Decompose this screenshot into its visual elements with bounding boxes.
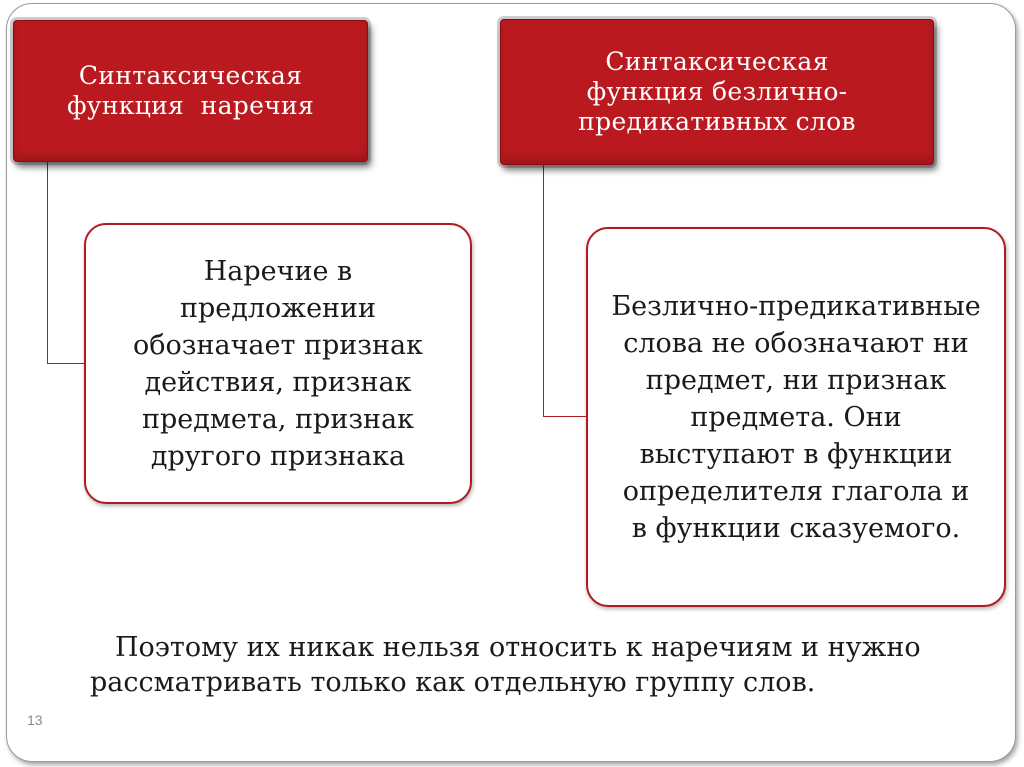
connector-left — [47, 162, 85, 364]
conclusion-text: Поэтому их никак нельзя относить к наречиям и нужно рассматривать только как отдельную группу слов. — [90, 632, 921, 698]
content-predicative-text: Безлично-предикативные слова не обозначают ни предмет, ни признак предмета. Они выступают в функции определителя глагола и в функции сказуемого. — [611, 290, 981, 544]
connector-right — [543, 165, 587, 417]
content-adverb — [84, 223, 472, 504]
header-predicative-function — [500, 19, 934, 165]
header-predicative-function-text: Синтаксическая функция безлично-предикативных слов — [578, 47, 856, 136]
header-adverb-function — [13, 20, 368, 162]
slide-number: 13 — [27, 712, 43, 728]
header-adverb-function-text: Синтаксическая функция наречия — [66, 61, 315, 120]
content-predicative — [586, 227, 1006, 607]
content-adverb-text: Наречие в предложении обозначает признак действия, признак предмета, признак другого признака — [133, 255, 423, 472]
